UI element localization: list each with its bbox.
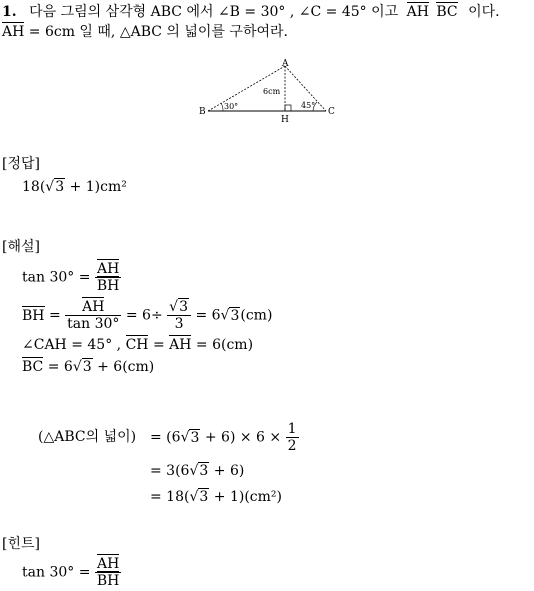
- segment-ah: AH: [2, 24, 25, 40]
- problem-number: 1.: [2, 4, 17, 20]
- right-angle-mark: [285, 105, 291, 111]
- hint-line: [22, 557, 121, 588]
- tan-lhs: tan 30° =: [22, 269, 91, 286]
- sqrt-three: 3: [179, 299, 188, 315]
- problem-text-a: 다음 그림의 삼각형 ABC 에서 ∠B = 30° , ∠C = 45° 이고: [29, 4, 399, 20]
- area-r1-a: = (6: [150, 429, 181, 446]
- bc-b: + 6(cm): [97, 359, 155, 375]
- segment-ah: AH: [406, 4, 429, 20]
- triangle-figure: [195, 58, 345, 124]
- fraction-ah-bh: [95, 262, 122, 293]
- value-six: = 6(cm): [195, 337, 254, 353]
- tan-lhs: tan 30° =: [22, 564, 91, 581]
- fraction-ah-bh: [95, 557, 122, 588]
- sqrt-three: 3: [230, 307, 240, 324]
- segment-bh: BH: [22, 307, 45, 324]
- area-r2-a: = 3(6: [150, 463, 190, 479]
- answer-heading: [정답]: [2, 156, 40, 172]
- problem-line-1: [2, 5, 500, 19]
- sqrt-three: 3: [190, 429, 200, 446]
- area-r1-b: + 6) × 6 ×: [204, 429, 282, 446]
- fraction-den: BH: [96, 573, 120, 589]
- equals: =: [48, 307, 61, 324]
- area-r2-b: + 6): [213, 463, 245, 479]
- explanation-line-1: [22, 262, 121, 293]
- problem-text-b: 이다.: [468, 4, 500, 20]
- answer-value: 18(√3 + 1)cm²: [22, 179, 127, 195]
- segment-bc: BC: [436, 4, 458, 20]
- fraction-den: BH: [96, 278, 120, 294]
- segment-bc: BC: [22, 359, 44, 375]
- label-c: C: [328, 107, 335, 117]
- angle-b-arc: [221, 103, 223, 111]
- answer-part-b: + 1)cm²: [69, 179, 127, 195]
- fraction-den: tan 30°: [67, 316, 120, 332]
- area-lhs: (△ABC의 넓이): [38, 429, 137, 445]
- explanation-line-3: [22, 338, 253, 352]
- fraction-den: 3: [174, 316, 184, 332]
- sqrt-three: 3: [82, 359, 92, 375]
- answer-part-a: 18(: [22, 179, 46, 195]
- result-unit: (cm): [240, 307, 273, 324]
- fraction-ah-tan: [65, 300, 121, 331]
- bc-a: = 6: [47, 359, 73, 375]
- angle-cah: ∠CAH = 45° ,: [22, 337, 122, 353]
- segment-ch: CH: [125, 337, 149, 353]
- area-row-1: = (6√3 + 6) × 6 × $\frac{1}{2}$: [150, 421, 297, 454]
- angle-c-label: 45°: [301, 101, 316, 110]
- explanation-line-2: BH = $\frac{AH}{\tan 30^\circ}$ = 6÷ $\frac{√3}{3}$ = 6√3(cm): [22, 299, 273, 332]
- hint-heading: [힌트]: [2, 536, 40, 552]
- explanation-line-4: BC = 6√3 + 6(cm): [22, 359, 155, 375]
- label-b: B: [199, 107, 206, 117]
- problem-text-c: = 6cm 일 때, △ABC 의 넓이를 구하여라.: [28, 24, 288, 40]
- area-r3-b: + 1)(cm²): [213, 489, 282, 505]
- angle-b-label: 30°: [224, 102, 239, 111]
- length-ah-label: 6cm: [263, 87, 281, 96]
- area-row-2: = 3(6√3 + 6): [150, 463, 245, 479]
- sqrt-three: 3: [199, 489, 209, 505]
- answer-sqrt: 3: [55, 179, 65, 195]
- fraction-num: AH: [96, 556, 120, 572]
- fraction-num: 1: [287, 421, 297, 437]
- divide-six: = 6÷: [125, 307, 163, 324]
- sqrt-three: 3: [199, 463, 209, 479]
- segment-ah: AH: [169, 337, 192, 353]
- area-r3-a: = 18(: [150, 489, 190, 505]
- problem-line-2: [2, 25, 288, 39]
- label-h: H: [281, 115, 289, 124]
- fraction-den: 2: [287, 438, 297, 454]
- fraction-sqrt3-3: $\frac{√3}{3}$: [167, 300, 191, 331]
- equals: =: [152, 337, 165, 353]
- label-a: A: [282, 59, 289, 69]
- fraction-one-half: [286, 422, 299, 453]
- fraction-num: AH: [96, 261, 120, 277]
- result-a: = 6: [195, 307, 221, 324]
- fraction-num: AH: [82, 299, 105, 315]
- area-row-3: = 18(√3 + 1)(cm²): [150, 489, 282, 505]
- explanation-heading: [해설]: [2, 239, 40, 255]
